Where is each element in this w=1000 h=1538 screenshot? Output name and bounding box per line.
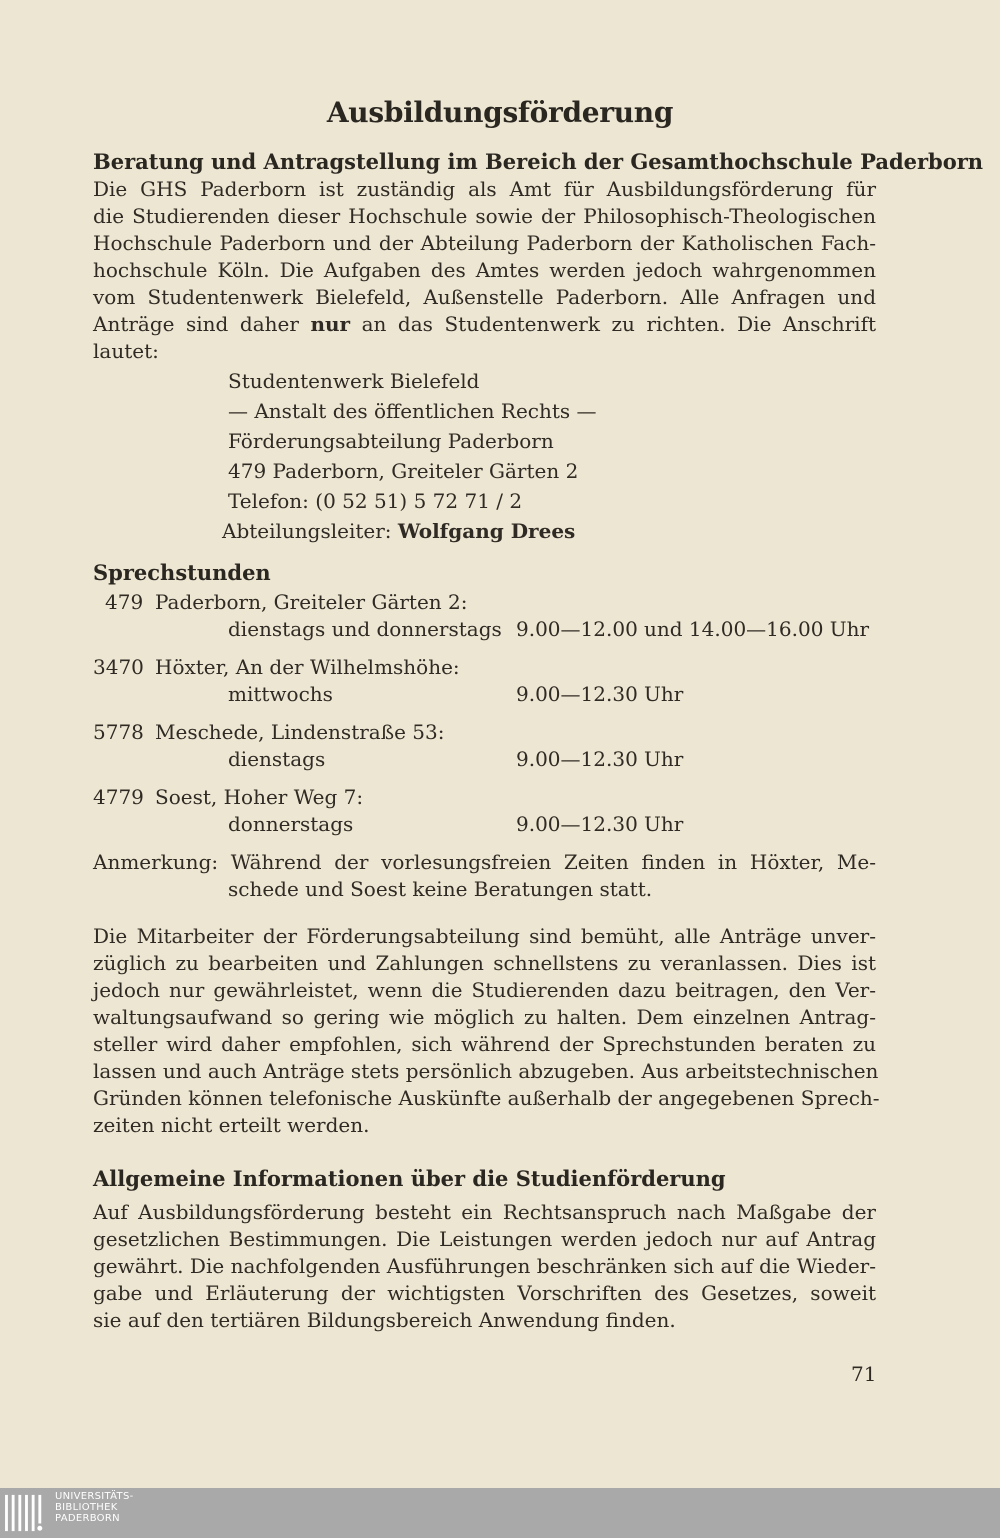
text-line: sie auf den tertiären Bildungsbereich Anwendung finden. — [93, 1308, 676, 1332]
text-line: die Studierenden dieser Hochschule sowie der Philosophisch-Theologischen — [93, 204, 876, 228]
paragraph-mitarbeiter — [93, 923, 880, 1139]
text-line: jedoch nur gewährleistet, wenn die Studierenden dazu beitragen, den Ver- — [93, 978, 876, 1002]
hours-postcode: 479 — [105, 590, 144, 614]
address-block — [222, 366, 597, 546]
logo-line: UNIVERSITÄTS- — [55, 1491, 134, 1502]
library-logo-icon — [4, 1493, 48, 1533]
paragraph-beratung — [93, 176, 876, 365]
hours-place: Meschede, Lindenstraße 53: — [155, 720, 445, 744]
text-line: Gründen können telefonische Auskünfte außerhalb der angegebenen Sprech- — [93, 1086, 880, 1110]
text-line: Auf Ausbildungsförderung besteht ein Rechtsanspruch nach Maßgabe der — [93, 1200, 876, 1224]
library-logo-text — [55, 1491, 134, 1524]
hours-time: 9.00—12.30 — [516, 682, 638, 706]
address-line: Förderungsabteilung Paderborn — [228, 429, 554, 453]
text-line: züglich zu bearbeiten und Zahlungen schnellstens zu veranlassen. Dies ist — [93, 951, 876, 975]
hours-postcode: 4779 — [93, 785, 144, 809]
page-number: 71 — [851, 1362, 877, 1386]
logo-line: BIBLIOTHEK — [55, 1502, 118, 1513]
note-line: Anmerkung: Während der vorlesungsfreien Zeiten finden in Höxter, Me- — [93, 850, 876, 874]
hours-postcode: 5778 — [93, 720, 144, 744]
library-footer-bar — [0, 1488, 1000, 1538]
text-line: zeiten nicht erteilt werden. — [93, 1113, 370, 1137]
address-line: — Anstalt des öffentlichen Rechts — — [228, 399, 597, 423]
hours-place: Höxter, An der Wilhelmshöhe: — [155, 655, 460, 679]
text-line: vom Studentenwerk Bielefeld, Außenstelle Paderborn. Alle Anfragen und — [93, 285, 876, 309]
hours-extra: Uhr — [644, 682, 684, 706]
note — [93, 849, 876, 903]
text-line: waltungsaufwand so gering wie möglich zu halten. Dem einzelnen Antrag- — [93, 1005, 876, 1029]
hours-postcode: 3470 — [93, 655, 144, 679]
text-line: hochschule Köln. Die Aufgaben des Amtes werden jedoch wahrgenommen — [93, 258, 876, 282]
section-heading-allgemeine: Allgemeine Informationen über die Studienförderung — [93, 1166, 726, 1191]
address-line: Studentenwerk Bielefeld — [228, 369, 480, 393]
department-head — [222, 516, 597, 546]
emphasis-nur: nur — [310, 312, 351, 336]
text-line: gewährt. Die nachfolgenden Ausführungen beschränken sich auf die Wieder- — [93, 1254, 876, 1278]
hours-time: 9.00—12.00 — [516, 617, 638, 641]
hours-time: 9.00—12.30 — [516, 747, 638, 771]
note-line: schede und Soest keine Beratungen statt. — [228, 877, 653, 901]
text-line: gesetzlichen Bestimmungen. Die Leistungen werden jedoch nur auf Antrag — [93, 1227, 876, 1251]
text-line: Hochschule Paderborn und der Abteilung Paderborn der Katholischen Fach- — [93, 231, 876, 255]
hours-extra: und 14.00—16.00 Uhr — [644, 617, 870, 641]
address-line: 479 Paderborn, Greiteler Gärten 2 — [228, 459, 579, 483]
text-line: steller wird daher empfohlen, sich während der Sprechstunden beraten zu — [93, 1032, 876, 1056]
logo-line: PADERBORN — [55, 1513, 120, 1524]
hours-place: Paderborn, Greiteler Gärten 2: — [155, 590, 468, 614]
address-line: Telefon: (0 52 51) 5 72 71 / 2 — [228, 489, 523, 513]
text-line: Die Mitarbeiter der Förderungsabteilung sind bemüht, alle Anträge unver- — [93, 924, 876, 948]
text-fragment: an das Studentenwerk zu richten. Die Anschrift — [361, 312, 877, 336]
paragraph-allgemeine — [93, 1199, 876, 1334]
hours-days: mittwochs — [228, 682, 333, 706]
section-heading-sprechstunden: Sprechstunden — [93, 560, 271, 585]
department-head-label: Abteilungsleiter: — [222, 519, 392, 543]
department-head-name: Wolfgang Drees — [397, 519, 576, 543]
text-line: gabe und Erläuterung der wichtigsten Vorschriften des Gesetzes, soweit — [93, 1281, 876, 1305]
hours-place: Soest, Hoher Weg 7: — [155, 785, 364, 809]
hours-extra: Uhr — [644, 747, 684, 771]
hours-days: dienstags und donnerstags — [228, 617, 502, 641]
text-line: Die GHS Paderborn ist zuständig als Amt für Ausbildungsförderung für — [93, 177, 876, 201]
section-heading-beratung: Beratung und Antragstellung im Bereich der Gesamthochschule Paderborn — [93, 149, 984, 174]
text-line — [93, 311, 876, 338]
hours-days: donnerstags — [228, 812, 354, 836]
text-line: lautet: — [93, 339, 159, 363]
hours-time: 9.00—12.30 — [516, 812, 638, 836]
hours-extra: Uhr — [644, 812, 684, 836]
hours-days: dienstags — [228, 747, 326, 771]
text-fragment: Anträge sind daher — [93, 312, 299, 336]
page-title: Ausbildungsförderung — [326, 96, 674, 129]
text-line: lassen und auch Anträge stets persönlich abzugeben. Aus arbeitstechnischen — [93, 1059, 879, 1083]
